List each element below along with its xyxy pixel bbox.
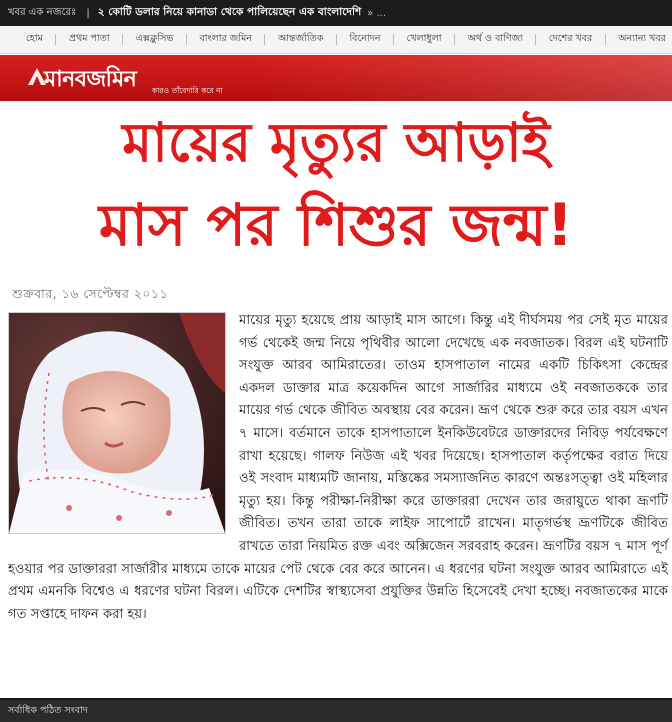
nav-divider [264,34,265,45]
nav-item-entertainment[interactable]: বিনোদন [349,33,381,44]
news-ticker [0,0,672,26]
nav-divider [336,34,337,45]
nav-divider [55,34,56,45]
masthead-shading [252,55,672,101]
nav-item-banglar-jomin[interactable]: বাংলার জমিন [199,33,252,44]
ticker-label: খবর এক নজরেঃ [8,6,77,18]
nav-item-home[interactable]: হোম [26,33,43,44]
nav-divider [535,34,536,45]
most-read-bar [0,698,672,722]
headline-line-1: মায়ের মৃত্যুর আড়াই [122,111,550,174]
nav-item-front-page[interactable]: প্রথম পাতা [68,33,110,44]
ticker-headline-link[interactable]: ২ কোটি ডলার নিয়ে কানাডা থেকে পালিয়েছেন এক বাংলাদেশি [97,5,362,18]
nav-divider [454,34,455,45]
nav-divider [122,34,123,45]
nav-divider [186,34,187,45]
article-body [8,310,668,626]
masthead-banner [0,55,672,101]
ticker-more-link[interactable]: » ... [367,7,387,19]
masthead-tagline: কারও তাঁবেদারি করে না [152,86,223,95]
nav-item-sports[interactable]: খেলাধুলা [406,33,442,44]
headline-line-2: মাস পর শিশুর জন্ম! [98,191,574,259]
nav-item-business[interactable]: অর্থ ও বাণিজ্য [467,33,523,44]
most-read-label[interactable]: সর্বাধিক পঠিত সংবাদ [8,705,88,716]
nav-item-international[interactable]: আন্তর্জাতিক [277,33,324,44]
nav-divider [605,34,606,45]
article-date: শুক্রবার, ১৬ সেপ্টেম্বর ২০১১ [12,286,169,301]
newspaper-logo-text[interactable]: মানবজমিন [44,66,137,92]
nav-item-exclusive[interactable]: এক্সক্লুসিভ [135,33,174,44]
nav-item-country-news[interactable]: দেশের খবর [548,33,593,44]
nav-divider [393,34,394,45]
article-body-text: মায়ের মৃত্যু হয়েছে প্রায় আড়াই মাস আগে। কিন্তু এই দীর্ঘসময় পর সেই মৃত মায়ের গর্ভ থেকেই জন্ম নিয়ে পৃথিবীর আলো দেখেছে এক নবজাতক। বিরল এই ঘটনাটি সংযুক্ত আরব আমিরাতের। তাওম হাসপাতাল নামের একটি চিকিৎসা কেন্দ্রের একদল ডাক্তার মাত্র কয়েকদিন আগে সার্জারির মাধ্যমে ওই নবজাতককে তার মায়ের গর্ভ থেকে জীবিত অবস্থায় বের করেন। ভ্রূণ থেকে শুরু করে তার বয়স এখন ৭ মাসে। বর্তমানে তাকে হাসপাতালে ইনকিউবেটরে ডাক্তারদের নিবিড় পর্যবেক্ষণে রাখা হয়েছে। গালফ নিউজ এই খবর দিয়েছে। হাসপাতাল কর্তৃপক্ষের বরাত দিয়ে ওই সংবাদ মাধ্যমটি জানায়, মস্তিষ্কের সমস্যাজনিত কারণে অন্তঃসত্ত্বা ওই মহিলার মৃত্যু হয়। কিন্তু পরীক্ষা-নিরীক্ষা করে ডাক্তাররা দেখেন তার জরায়ুতে থাকা ভ্রূণটি জীবিত। তখন তারা তাকে লাইফ সাপোর্টে রাখেন। মাতৃগর্ভস্থ ভ্রূণটিকে জীবিত রাখতে তারা নিয়মিত রক্ত এবং অক্সিজেন সরবরাহ করেন। ভ্রূণটির বয়স ৭ মাস পূর্ণ হওয়ার পর ডাক্তাররা সার্জারীর মাধ্যমে তাকে মায়ের পেট থেকে বের করে আনেন। এ ধরণের ঘটনা সংযুক্ত আরব আমিরাতে এই প্রথম এমনকি বিশ্বেও এ ধরণের ঘটনা বিরল। এটিকে দেশটির স্বাস্থ্যসেবা প্রযুক্তির উন্নতি হিসেবেই দেখা হচ্ছে। নবজাতকের মাকে গত সপ্তাহে দাফন করা হয়। [8,313,668,622]
nav-item-other-news[interactable]: অন্যান্য খবর [618,33,666,44]
photo-spacer [8,310,232,538]
ticker-separator: | [86,7,90,19]
main-nav [0,26,672,54]
